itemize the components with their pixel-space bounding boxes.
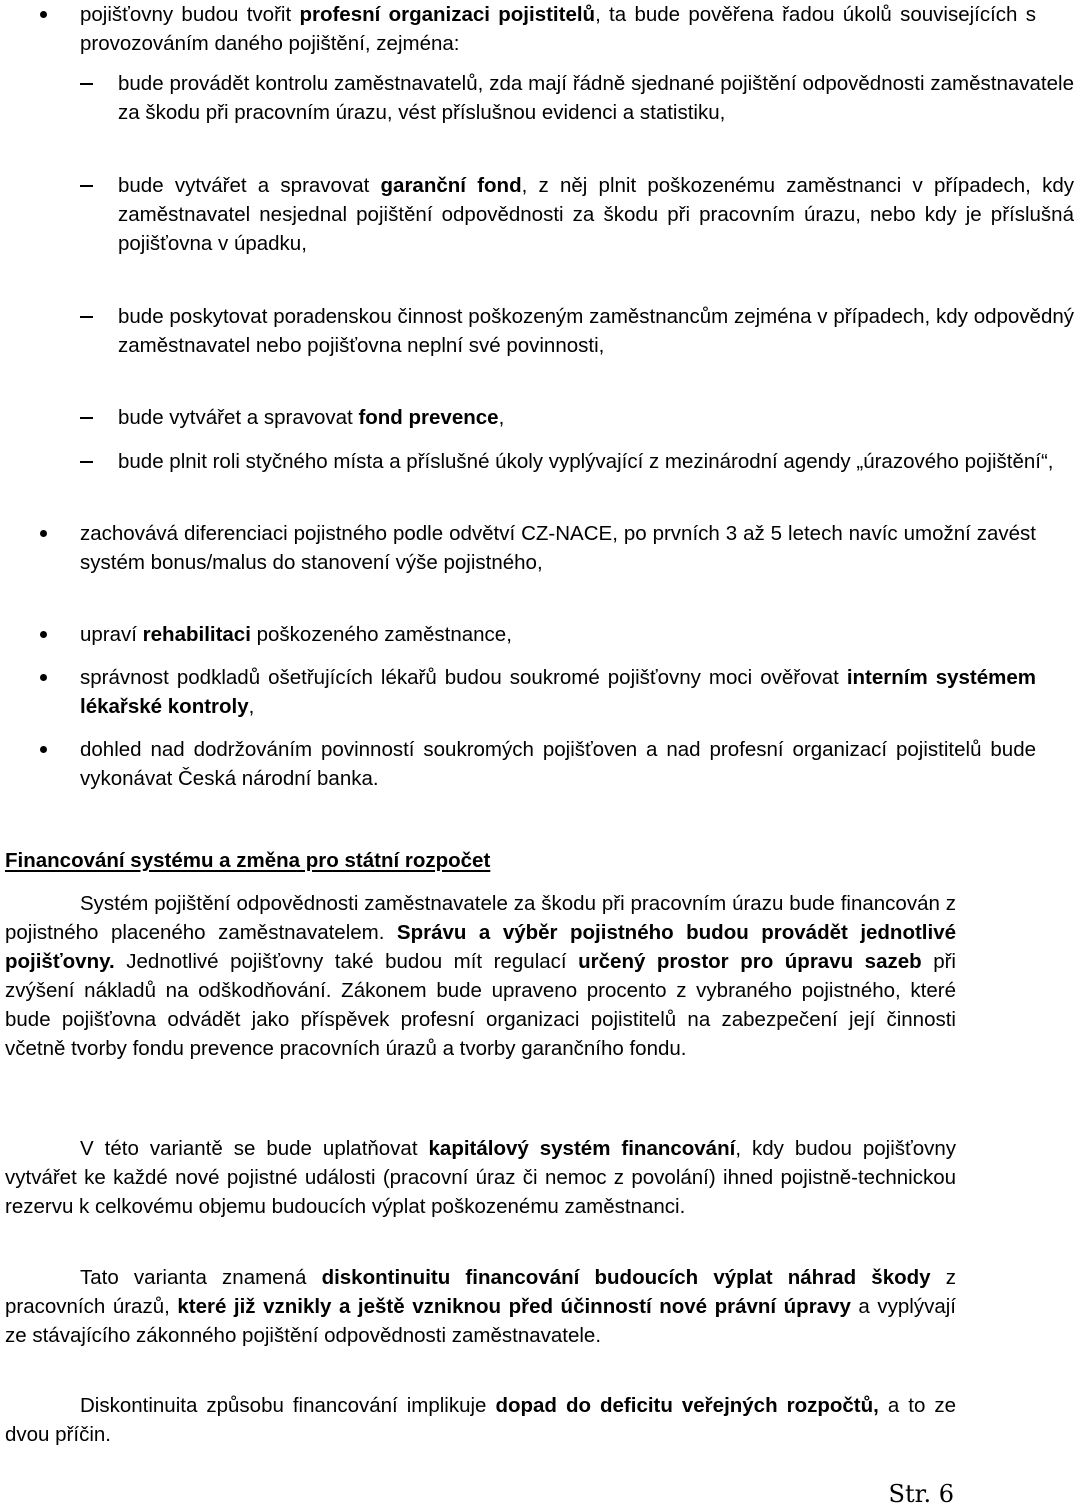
dash-icon <box>80 417 93 419</box>
section-heading: Financování systému a změna pro státní rozpočet <box>5 849 491 872</box>
bold-text: Správu a výběr pojistného budou provádět jednotlivé pojišťovny. <box>5 921 956 973</box>
paragraph-financovani <box>5 889 956 1063</box>
bullet-item-diferenciace <box>0 519 1040 577</box>
bold-text: diskontinuitu financování budoucích výplat náhrad škody <box>321 1266 931 1289</box>
dash-icon <box>80 461 93 463</box>
text: zachovává diferenciaci pojistného podle odvětví CZ-NACE, po prvních 3 až 5 letech navíc umožní zavést systém bonus/malus do stanovení výše pojistného, <box>80 522 1036 574</box>
text: upraví <box>80 623 143 646</box>
bold-text: interním systémem lékařské kontroly <box>80 666 1037 718</box>
page-number: Str. 6 <box>888 1480 954 1508</box>
bold-text: kapitálový systém financování <box>428 1137 736 1160</box>
text: Tato varianta znamená <box>80 1266 322 1289</box>
text: V této variantě se bude uplatňovat <box>80 1137 429 1160</box>
text: , z něj plnit poškozenému zaměstnanci v případech, kdy zaměstnavatel nesjednal pojištění odpovědnosti za škodu při pracovním úrazu, nebo kdy je příslušná pojišťovna v úpadku, <box>118 174 1074 255</box>
dash-item-poradenska-cinnost <box>0 302 1078 360</box>
bold-text: garanční fond <box>380 174 522 197</box>
bullet-item-dohled-cnb <box>0 735 1040 793</box>
paragraph-diskontinuita <box>5 1263 956 1350</box>
dash-icon <box>80 83 93 85</box>
text: , ta bude pověřena řadou úkolů souvisejících s provozováním daného pojištění, zejména: <box>80 3 1036 55</box>
bold-text: určený prostor pro úpravu sazeb <box>578 950 922 973</box>
text: bude poskytovat poradenskou činnost poškozeným zaměstnancům zejména v případech, kdy odpovědný zaměstnavatel nebo pojišťovna neplní své povinnosti, <box>118 305 1074 357</box>
bullet-dot-icon <box>40 631 47 638</box>
bold-text: které již vznikly a ještě vzniknou před účinností nové právní úpravy <box>177 1295 851 1318</box>
text: bude vytvářet a spravovat <box>118 174 381 197</box>
bold-text: profesní organizaci pojistitelů <box>299 3 596 26</box>
dash-item-stycne-misto <box>0 447 1078 476</box>
text: Jednotlivé pojišťovny také budou mít regulací <box>114 950 579 973</box>
text: a to ze dvou příčin. <box>5 1394 956 1446</box>
bold-text: fond prevence <box>358 406 499 429</box>
bullet-item-rehabilitace <box>0 620 1040 649</box>
text: při zvýšení nákladů na odškodňování. Zákonem bude upraveno procento z vybraného pojistného, které bude pojišťovna odvádět jako příspěvek profesní organizaci pojistitelů na zabezpečení její činnosti včetně tvorby fondu prevence pracovních úrazů a tvorby garančního fondu. <box>5 950 956 1060</box>
bullet-dot-icon <box>40 11 47 18</box>
text: a vyplývají ze stávajícího zákonného pojištění odpovědnosti zaměstnavatele. <box>5 1295 956 1347</box>
text: Diskontinuita způsobu financování implikuje <box>80 1394 496 1417</box>
paragraph-kapitalovy-system <box>5 1134 956 1221</box>
text: bude plnit roli styčného místa a příslušné úkoly vyplývající z mezinárodní agendy „úrazového pojištění“, <box>118 450 1054 473</box>
text: Systém pojištění odpovědnosti zaměstnavatele za škodu při pracovním úrazu bude financován z pojistného placeného zaměstnavatelem. <box>5 892 956 944</box>
text: správnost podkladů ošetřujících lékařů budou soukromé pojišťovny moci ověřovat <box>80 666 847 689</box>
text: , <box>498 406 505 429</box>
text: , <box>248 695 255 718</box>
bullet-dot-icon <box>40 746 47 753</box>
text: poškozeného zaměstnance, <box>250 623 512 646</box>
text: pojišťovny budou tvořit <box>80 3 300 26</box>
bullet-item-lekarska-kontrola <box>0 663 1040 721</box>
bold-text: rehabilitaci <box>142 623 251 646</box>
paragraph-dopad-deficit <box>5 1391 956 1449</box>
text: dohled nad dodržováním povinností soukromých pojišťoven a nad profesní organizací pojistitelů bude vykonávat Česká národní banka. <box>80 738 1036 790</box>
bullet-dot-icon <box>40 530 47 537</box>
text: bude provádět kontrolu zaměstnavatelů, zda mají řádně sjednané pojištění odpovědnosti zaměstnavatele za škodu při pracovním úrazu, vést příslušnou evidenci a statistiku, <box>118 72 1074 124</box>
text: z pracovních úrazů, <box>5 1266 956 1318</box>
dash-item-fond-prevence <box>0 403 1078 432</box>
dash-item-kontrola <box>0 69 1078 127</box>
dash-icon <box>80 185 93 187</box>
text: , kdy budou pojišťovny vytvářet ke každé nové pojistné události (pracovní úraz či nemoc z povolání) ihned pojistně-technickou rezervu k celkovému objemu budoucích výplat poškozenému zaměstnanci. <box>5 1137 956 1218</box>
bullet-item-profesni-organizace <box>0 0 1040 58</box>
dash-icon <box>80 316 93 318</box>
bullet-dot-icon <box>40 674 47 681</box>
dash-item-garancni-fond <box>0 171 1078 258</box>
text: bude vytvářet a spravovat <box>118 406 359 429</box>
bold-text: dopad do deficitu veřejných rozpočtů, <box>495 1394 879 1417</box>
